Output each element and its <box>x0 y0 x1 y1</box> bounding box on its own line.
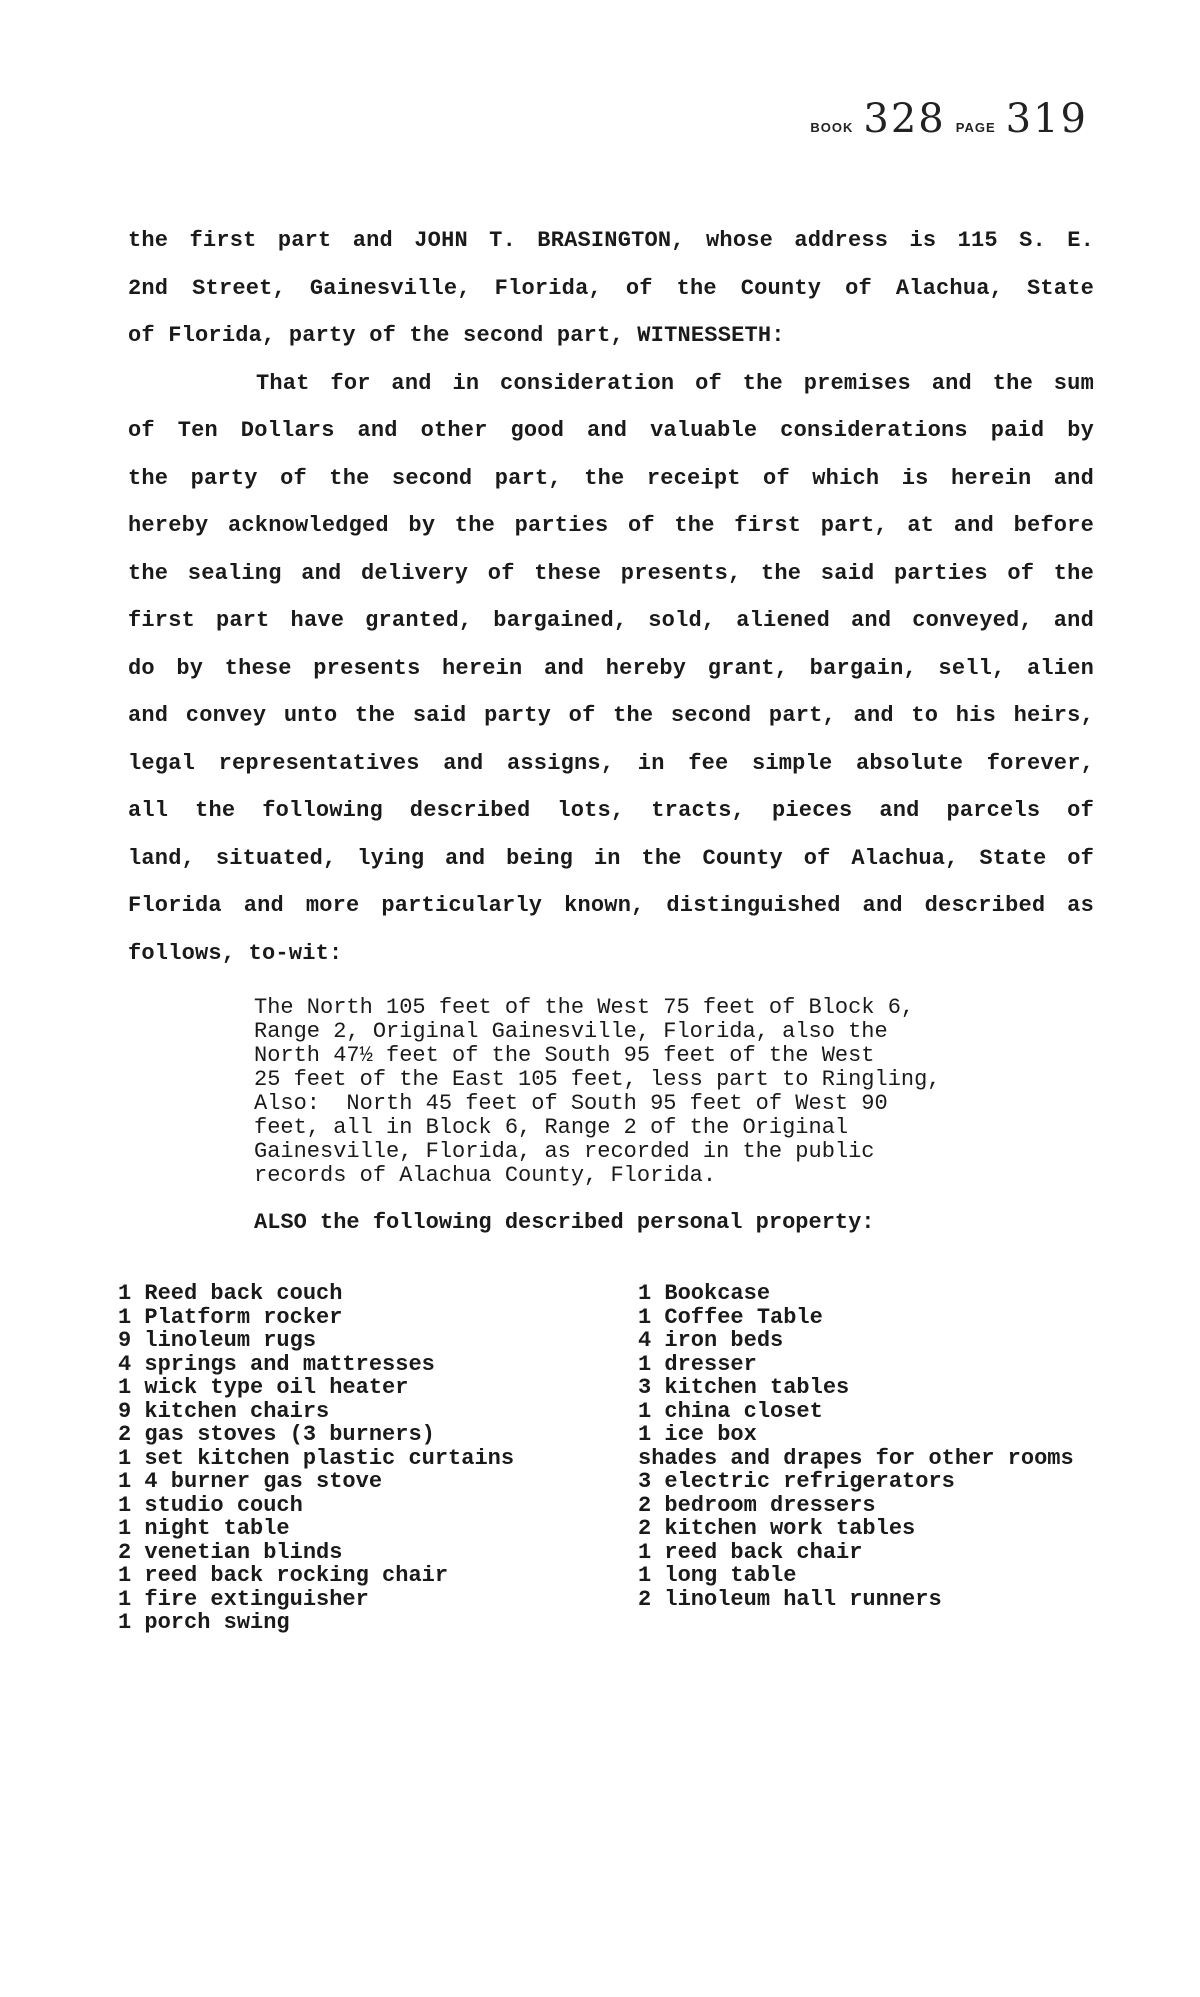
list-item: 4 iron beds <box>638 1328 784 1353</box>
inventory-list-right <box>638 1282 1074 1611</box>
list-item: 2 bedroom dressers <box>638 1492 876 1518</box>
legal-description <box>254 996 1014 1188</box>
legal-description-line: records of Alachua County, Florida. <box>254 1163 717 1188</box>
list-item: 3 electric refrigerators <box>638 1469 955 1494</box>
legal-description-line: feet, all in Block 6, Range 2 of the Original <box>254 1115 849 1140</box>
legal-description-line: North 47½ feet of the South 95 feet of the West <box>254 1043 875 1068</box>
list-item: 9 linoleum rugs <box>118 1328 317 1353</box>
book-number: 328 <box>863 96 946 142</box>
body-line: Florida and more particularly known, distinguished and described as <box>128 893 1094 918</box>
book-label: BOOK <box>810 120 854 135</box>
list-item: 1 dresser <box>638 1351 757 1377</box>
body-line: land, situated, lying and being in the County of Alachua, State of <box>128 845 1094 871</box>
list-item: 2 linoleum hall runners <box>638 1586 942 1612</box>
page-label: PAGE <box>955 120 996 135</box>
list-item: 1 Platform rocker <box>118 1304 343 1330</box>
inventory-list-left <box>118 1282 514 1635</box>
body-line: That for and in consideration of the premises and the sum <box>256 370 1094 396</box>
body-line: the first part and JOHN T. BRASINGTON, whose address is 115 S. E. <box>128 228 1094 253</box>
list-item: 1 wick type oil heater <box>118 1375 409 1400</box>
list-item: 1 studio couch <box>118 1492 303 1518</box>
deed-body <box>128 217 1094 977</box>
body-line: the sealing and delivery of these presents, the said parties of the <box>128 560 1094 586</box>
list-item: 1 porch swing <box>118 1610 290 1635</box>
list-item: 1 long table <box>638 1563 797 1588</box>
list-item: 1 Coffee Table <box>638 1304 823 1330</box>
list-item: 1 fire extinguisher <box>118 1586 369 1612</box>
body-line: do by these presents herein and hereby grant, bargain, sell, alien <box>128 655 1094 681</box>
list-item: 1 china closet <box>638 1398 823 1424</box>
body-line: and convey unto the said party of the second part, and to his heirs, <box>128 703 1094 728</box>
list-item: 9 kitchen chairs <box>118 1398 330 1424</box>
personal-property-heading: ALSO the following described personal property: <box>254 1210 875 1235</box>
body-line: first part have granted, bargained, sold, aliened and conveyed, and <box>128 608 1094 633</box>
list-item: 2 venetian blinds <box>118 1539 343 1565</box>
page-number: 319 <box>1005 96 1088 142</box>
body-line: follows, to-wit: <box>128 940 343 966</box>
list-item: 1 Bookcase <box>638 1281 771 1306</box>
legal-description-line: 25 feet of the East 105 feet, less part to Ringling, <box>254 1067 941 1092</box>
list-item: 4 springs and mattresses <box>118 1351 435 1377</box>
list-item: shades and drapes for other rooms <box>638 1445 1074 1471</box>
list-item: 1 Reed back couch <box>118 1281 343 1306</box>
body-line: of Ten Dollars and other good and valuable considerations paid by <box>128 418 1094 443</box>
list-item: 3 kitchen tables <box>638 1375 850 1400</box>
body-line: the party of the second part, the receipt of which is herein and <box>128 465 1094 491</box>
legal-description-line: The North 105 feet of the West 75 feet of Block 6, <box>254 995 915 1020</box>
legal-description-line: Gainesville, Florida, as recorded in the public <box>254 1139 875 1164</box>
body-line: legal representatives and assigns, in fee simple absolute forever, <box>128 750 1094 776</box>
legal-description-line: Also: North 45 feet of South 95 feet of West 90 <box>254 1091 888 1116</box>
list-item: 1 night table <box>118 1516 290 1541</box>
list-item: 2 gas stoves (3 burners) <box>118 1422 435 1447</box>
list-item: 1 reed back rocking chair <box>118 1563 449 1588</box>
body-line: hereby acknowledged by the parties of the first part, at and before <box>128 513 1094 538</box>
list-item: 2 kitchen work tables <box>638 1516 916 1541</box>
book-page-stamp <box>810 96 1088 142</box>
list-item: 1 reed back chair <box>638 1539 863 1565</box>
legal-description-line: Range 2, Original Gainesville, Florida, also the <box>254 1019 888 1044</box>
list-item: 1 ice box <box>638 1422 757 1447</box>
body-line: of Florida, party of the second part, WITNESSETH: <box>128 323 785 348</box>
body-line: 2nd Street, Gainesville, Florida, of the County of Alachua, State <box>128 275 1094 301</box>
list-item: 1 set kitchen plastic curtains <box>118 1445 515 1471</box>
list-item: 1 4 burner gas stove <box>118 1469 383 1494</box>
body-line: all the following described lots, tracts, pieces and parcels of <box>128 798 1094 823</box>
